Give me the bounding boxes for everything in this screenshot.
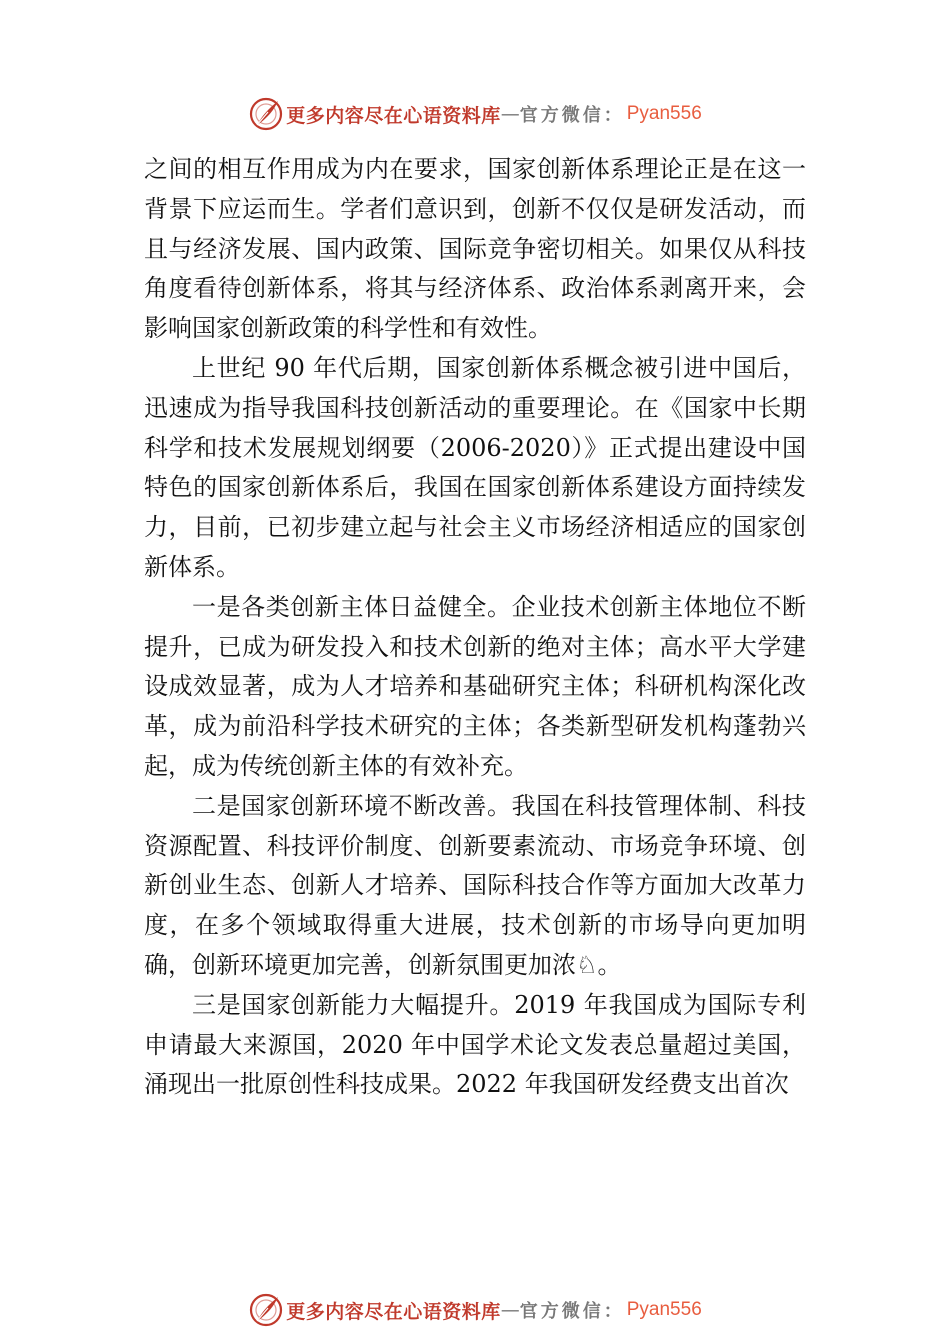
watermark-separator: — xyxy=(500,1299,520,1321)
paragraph-point-one: 一是各类创新主体日益健全。企业技术创新主体地位不断提升，已成为研发投入和技术创新的绝对主体；高水平大学建设成效显著，成为人才培养和基础研究主体；科研机构深化改革，成为前沿科学技术研究的主体；各类新型研发机构蓬勃兴起，成为传统创新主体的有效补充。 xyxy=(144,592,806,780)
watermark-separator: — xyxy=(500,103,520,125)
quill-logo-icon xyxy=(248,1292,284,1328)
paragraph-point-three: 三是国家创新能力大幅提升。2019 年我国成为国际专利申请最大来源国，2020 年中国学术论文发表总量超过美国，涌现出一批原创性科技成果。2022 年我国研发经费支出首次 xyxy=(144,990,806,1099)
header-watermark-banner xyxy=(0,94,950,134)
footer-watermark-banner xyxy=(0,1290,950,1330)
watermark-library-text: 更多内容尽在心语资料库 xyxy=(286,1300,501,1323)
paragraph-continued: 之间的相互作用成为内在要求，国家创新体系理论正是在这一背景下应运而生。学者们意识到，创新不仅仅是研发活动，而且与经济发展、国内政策、国际竞争密切相关。如果仅从科技角度看待创新体系，将其与经济体系、政治体系剥离开来，会影响国家创新政策的科学性和有效性。 xyxy=(144,155,806,343)
quill-logo-icon xyxy=(248,96,284,132)
paragraph-point-two: 二是国家创新环境不断改善。我国在科技管理体制、科技资源配置、科技评价制度、创新要素流动、市场竞争环境、创新创业生态、创新人才培养、国际科技合作等方面加大改革力度，在多个领域取得重大进展，技术创新的市场导向更加明确，创新环境更加完善，创新氛围更加浓♘。 xyxy=(144,791,806,979)
watermark-wechat-handle: Pyan556 xyxy=(626,103,702,124)
watermark-library-text: 更多内容尽在心语资料库 xyxy=(286,104,501,127)
watermark-wechat-label: 官方微信： xyxy=(519,1301,625,1322)
paragraph-history: 上世纪 90 年代后期，国家创新体系概念被引进中国后，迅速成为指导我国科技创新活动的重要理论。在《国家中长期科学和技术发展规划纲要（2006-2020）》正式提出建设中国特色的国家创新体系后，我国在国家创新体系建设方面持续发力，目前，已初步建立起与社会主义市场经济相适应的国家创新体系。 xyxy=(144,353,806,581)
document-body xyxy=(144,150,806,1105)
watermark-wechat-handle: Pyan556 xyxy=(626,1299,702,1320)
watermark-wechat-label: 官方微信： xyxy=(519,105,625,126)
